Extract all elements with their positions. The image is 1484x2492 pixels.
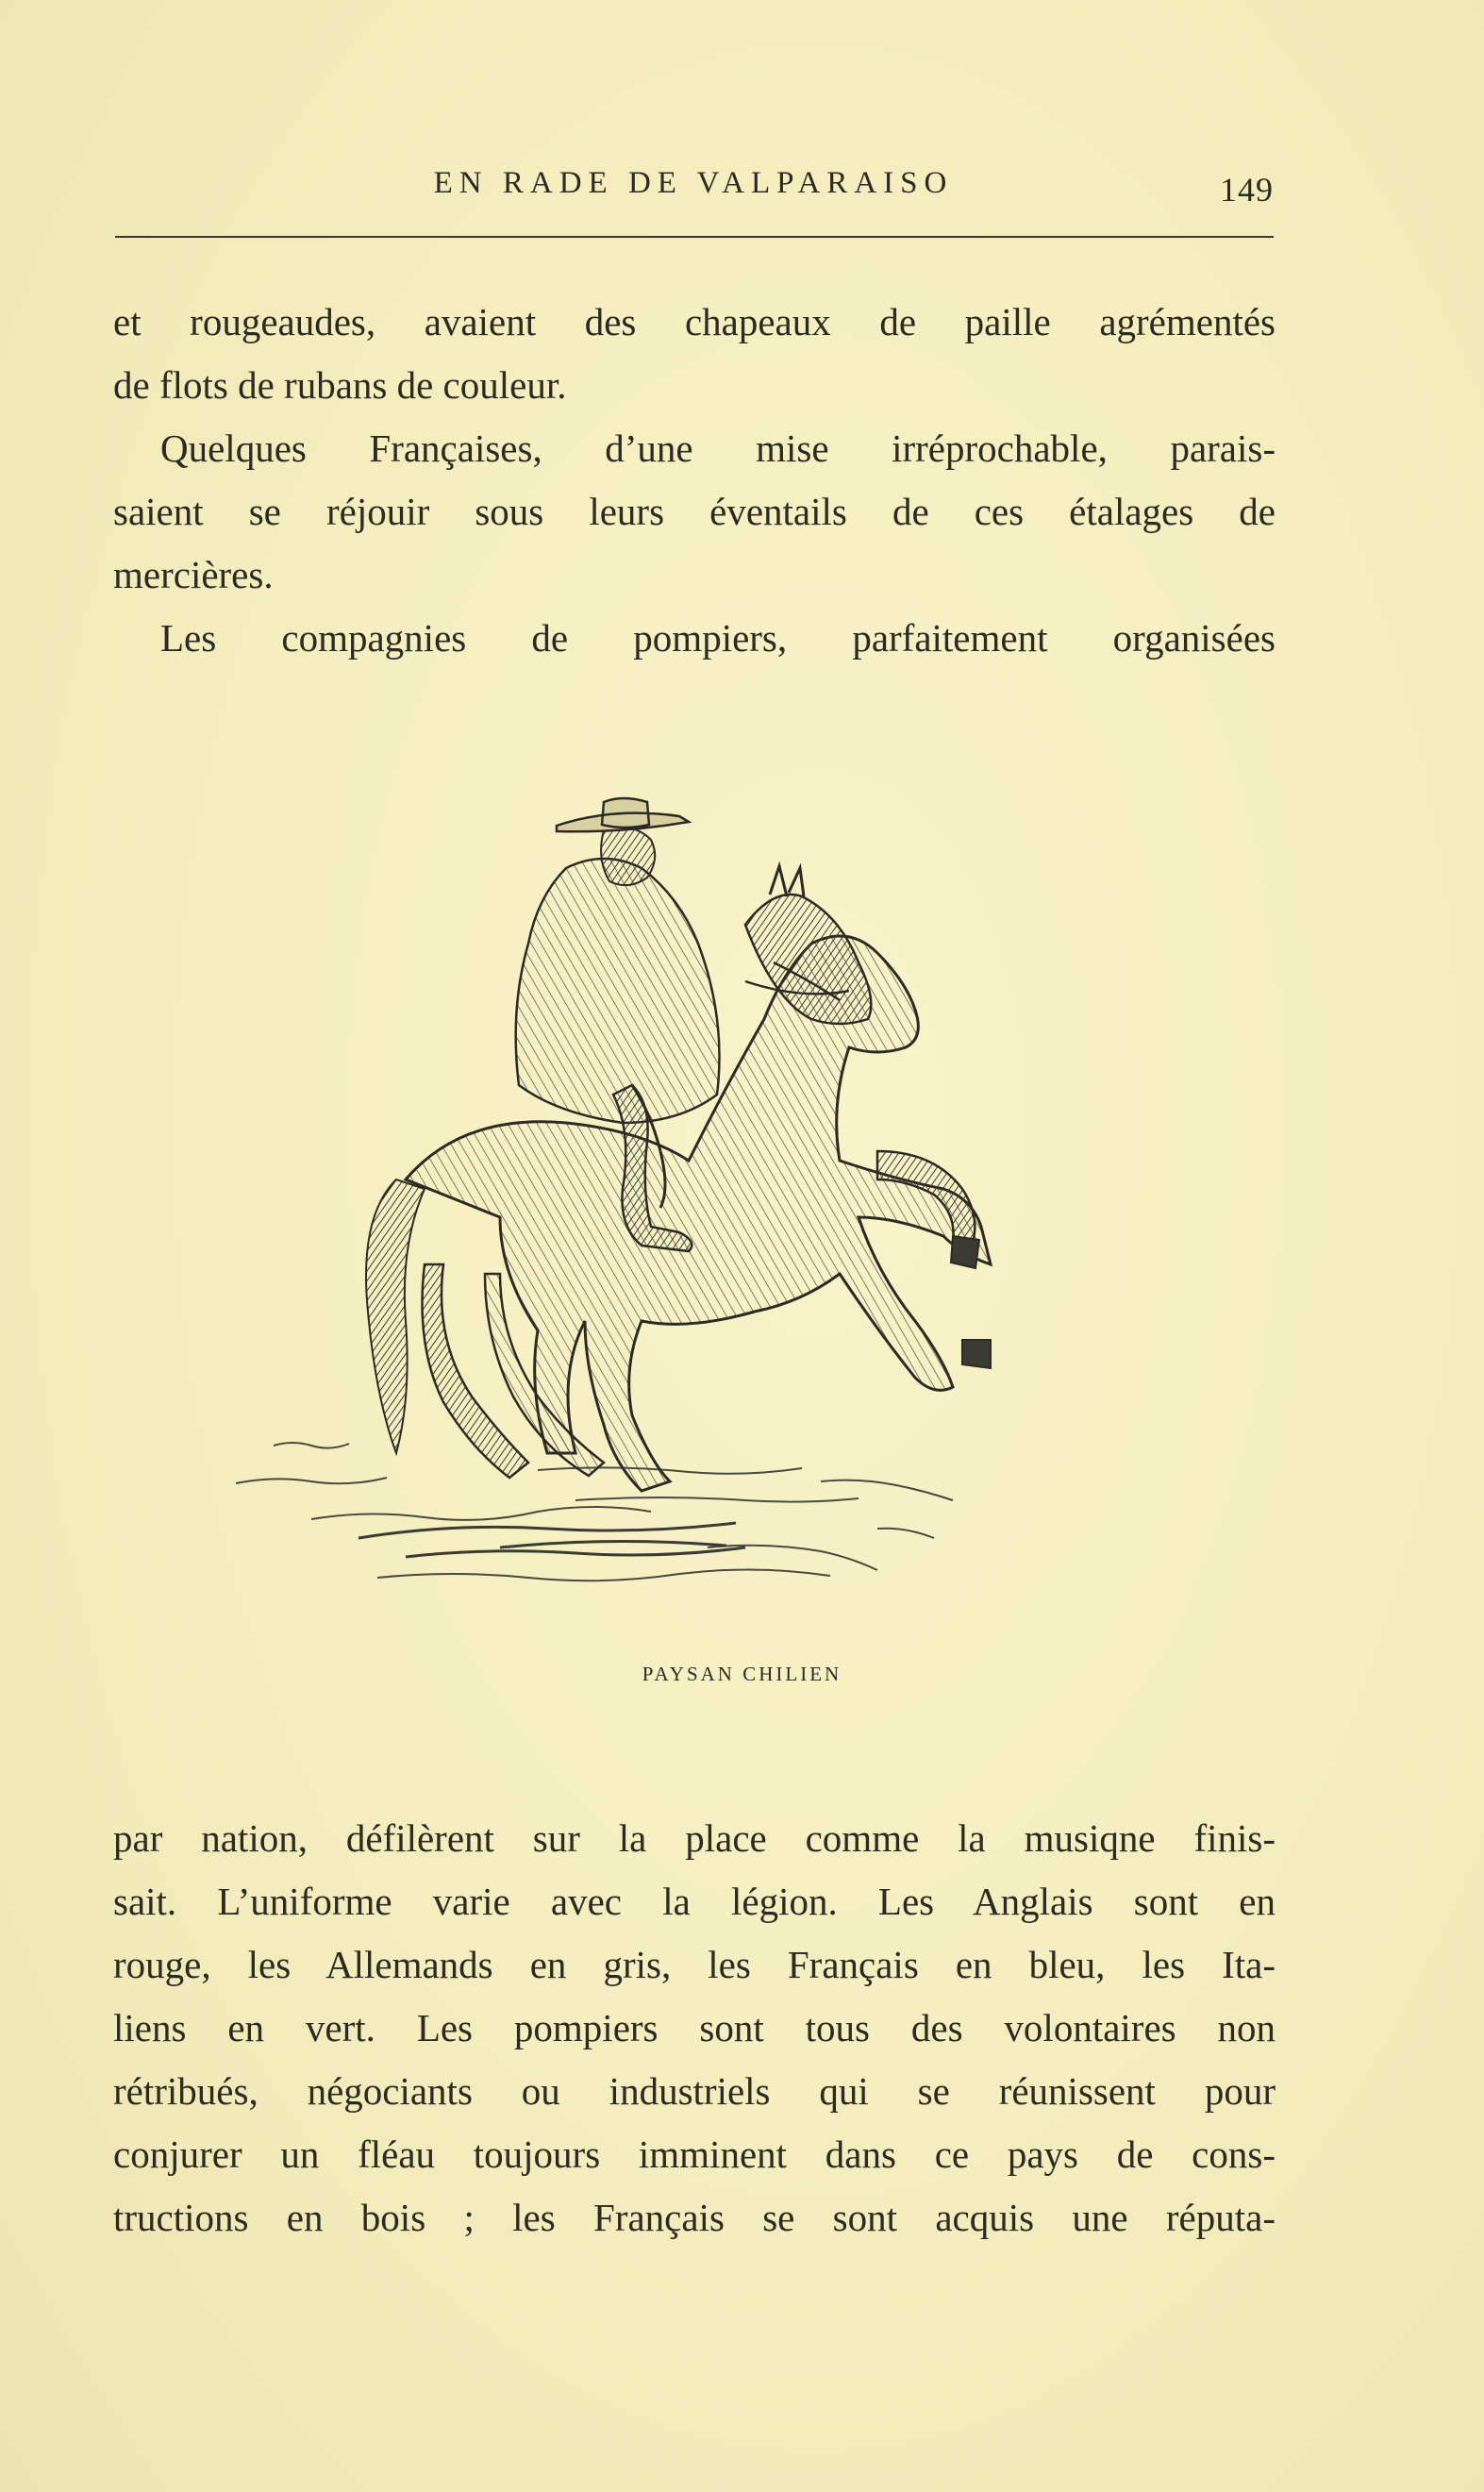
text-line: sait. L’uniforme varie avec la légion. Les Anglais sont en [113,1880,1276,1923]
rider-poncho [516,859,720,1123]
page-number: 149 [1220,171,1274,209]
horse-ears [770,866,804,896]
horse-tail [366,1179,425,1453]
text-line: saient se réjouir sous leurs éventails de ces étalages de [113,490,1276,533]
text-line: liens en vert. Les pompiers sont tous des volontaires non [113,2006,1276,2049]
text-line: et rougeaudes, avaient des chapeaux de paille agrémentés [113,300,1276,343]
horse-head [745,895,871,1024]
text-line: Les compagnies de pompiers, parfaitement organisées [160,616,1276,660]
horse-rider-engraving [217,774,1142,1623]
rider-hat [557,798,689,831]
running-title: EN RADE DE VALPARAISO [433,166,954,200]
header-rule [115,236,1274,238]
text-line: par nation, défilèrent sur la place comme la musiqne finis- [113,1816,1276,1860]
bottom-text-block [113,1807,1276,2249]
figure-caption: PAYSAN CHILIEN [642,1663,842,1685]
text-line: de flots de rubans de couleur. [113,363,567,407]
text-line: rétribués, négociants ou industriels qui se réunissent pour [113,2069,1276,2113]
rider-head [601,828,655,886]
engraving-illustration [217,774,1142,1623]
text-line: mercières. [113,553,274,596]
top-text-block [113,291,1276,670]
text-line: Quelques Françaises, d’une mise irréprochable, parais- [160,426,1276,470]
text-line: rouge, les Allemands en gris, les Français en bleu, les Ita- [113,1943,1276,1986]
text-line: conjurer un fléau toujours imminent dans ce pays de cons- [113,2132,1276,2176]
page-header [113,166,1274,209]
text-line: tructions en bois ; les Français se sont acquis une réputa- [113,2196,1276,2239]
ground-shadow [358,1523,745,1557]
